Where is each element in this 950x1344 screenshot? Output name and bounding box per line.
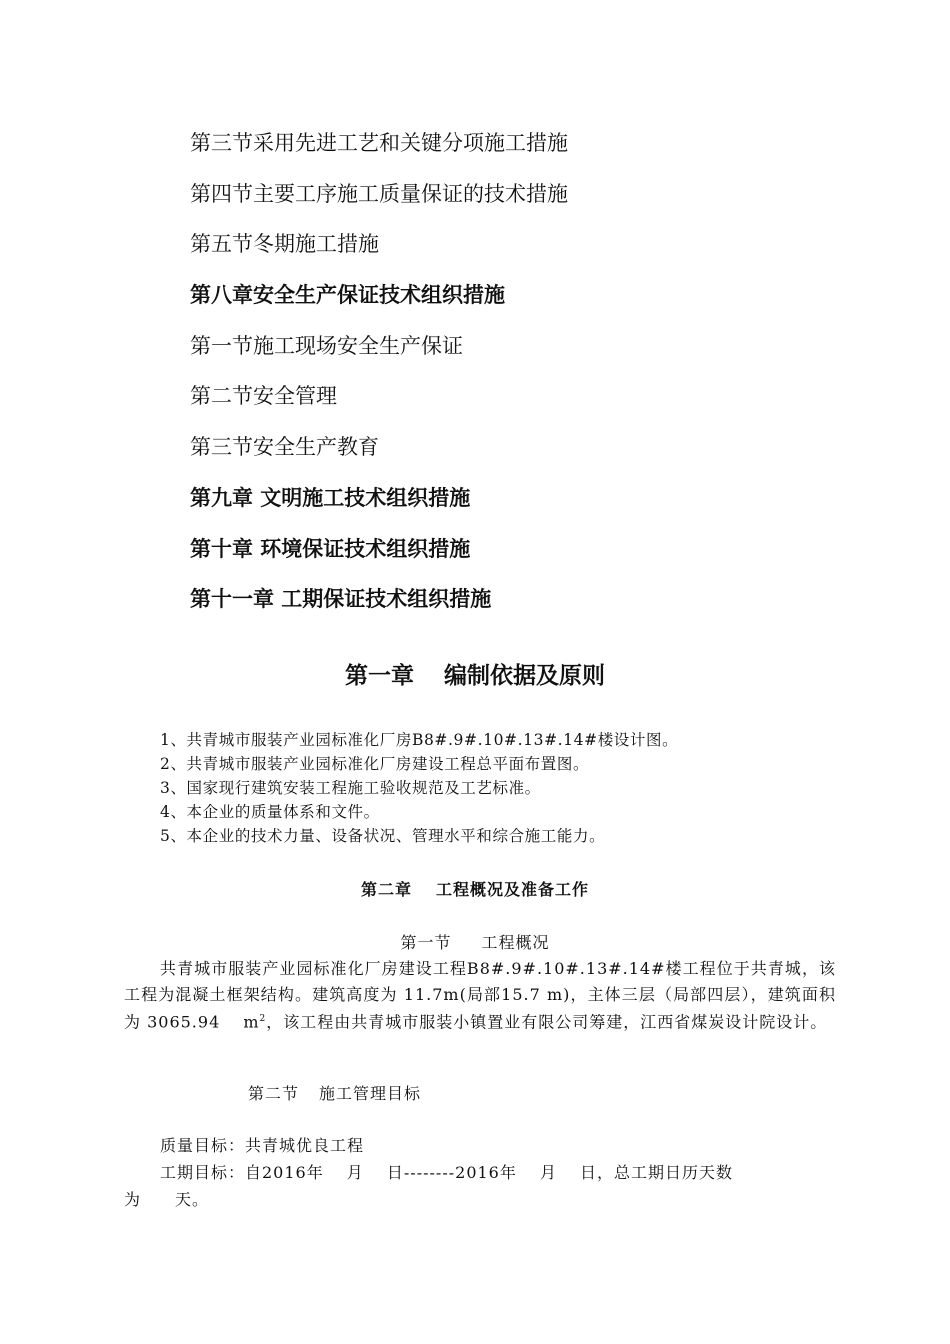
section1-heading (0, 930, 950, 953)
toc-chapter-item: 第十章 环境保证技术组织措施 (190, 536, 471, 561)
toc-item: 第三节采用先进工艺和关键分项施工措施 (190, 131, 568, 155)
quality-goal: 质量目标：共青城优良工程 (160, 1136, 365, 1155)
section2-title: 施工管理目标 (319, 1084, 422, 1103)
area-unit-superscript: 2 (259, 1014, 267, 1024)
schedule-goal-line2: 为 天。 (124, 1190, 210, 1209)
chapter2-title: 工程概况及准备工作 (436, 880, 590, 899)
toc-chapter-item: 第八章安全生产保证技术组织措施 (190, 283, 505, 308)
chapter1-number: 第一章 (345, 663, 414, 689)
toc-item: 第五节冬期施工措施 (190, 232, 379, 257)
toc-item: 第四节主要工序施工质量保证的技术措施 (190, 181, 568, 206)
overview-text-part2: ，该工程由共青城市服装小镇置业有限公司筹建，江西省煤炭设计院设计。 (266, 1012, 828, 1032)
management-goals (124, 1132, 836, 1213)
list-item: 5、本企业的技术力量、设备状况、管理水平和综合施工能力。 (160, 827, 606, 845)
toc-item: 第三节安全生产教育 (190, 435, 379, 460)
table-of-contents (190, 126, 568, 633)
chapter1-title: 编制依据及原则 (444, 663, 605, 689)
toc-chapter-item: 第十一章 工期保证技术组织措施 (190, 587, 492, 612)
section1-number: 第一节 (400, 933, 452, 952)
list-item: 3、国家现行建筑安装工程施工验收规范及工艺标准。 (160, 779, 541, 797)
toc-item: 第二节安全管理 (190, 384, 337, 409)
list-item: 2、共青城市服装产业园标准化厂房建设工程总平面布置图。 (160, 755, 590, 773)
list-item: 1、共青城市服装产业园标准化厂房B8#.9#.10#.13#.14#楼设计图。 (160, 731, 679, 749)
toc-chapter-item: 第九章 文明施工技术组织措施 (190, 485, 471, 510)
chapter2-heading (0, 877, 950, 900)
project-overview-paragraph (124, 956, 836, 1035)
toc-item: 第一节施工现场安全生产保证 (190, 333, 463, 358)
section2-heading (248, 1081, 421, 1104)
section2-number: 第二节 (248, 1084, 300, 1103)
chapter1-heading (0, 657, 950, 690)
list-item: 4、本企业的质量体系和文件。 (160, 803, 380, 821)
overview-text-part1: 共青城市服装产业园标准化厂房建设工程B8#.9#.10#.13#.14#楼工程位于共青城，该工程为混凝土框架结构。建筑高度为 11.7m(局部15.7 m)，主体三层（局部四层），建筑面积为 3065.94 m (124, 959, 836, 1032)
compilation-basis-list (160, 728, 678, 848)
section1-title: 工程概况 (481, 933, 550, 952)
chapter2-number: 第二章 (360, 880, 412, 899)
schedule-goal-line1: 工期目标：自2016年 月 日--------2016年 月 日，总工期日历天数 (160, 1163, 734, 1182)
